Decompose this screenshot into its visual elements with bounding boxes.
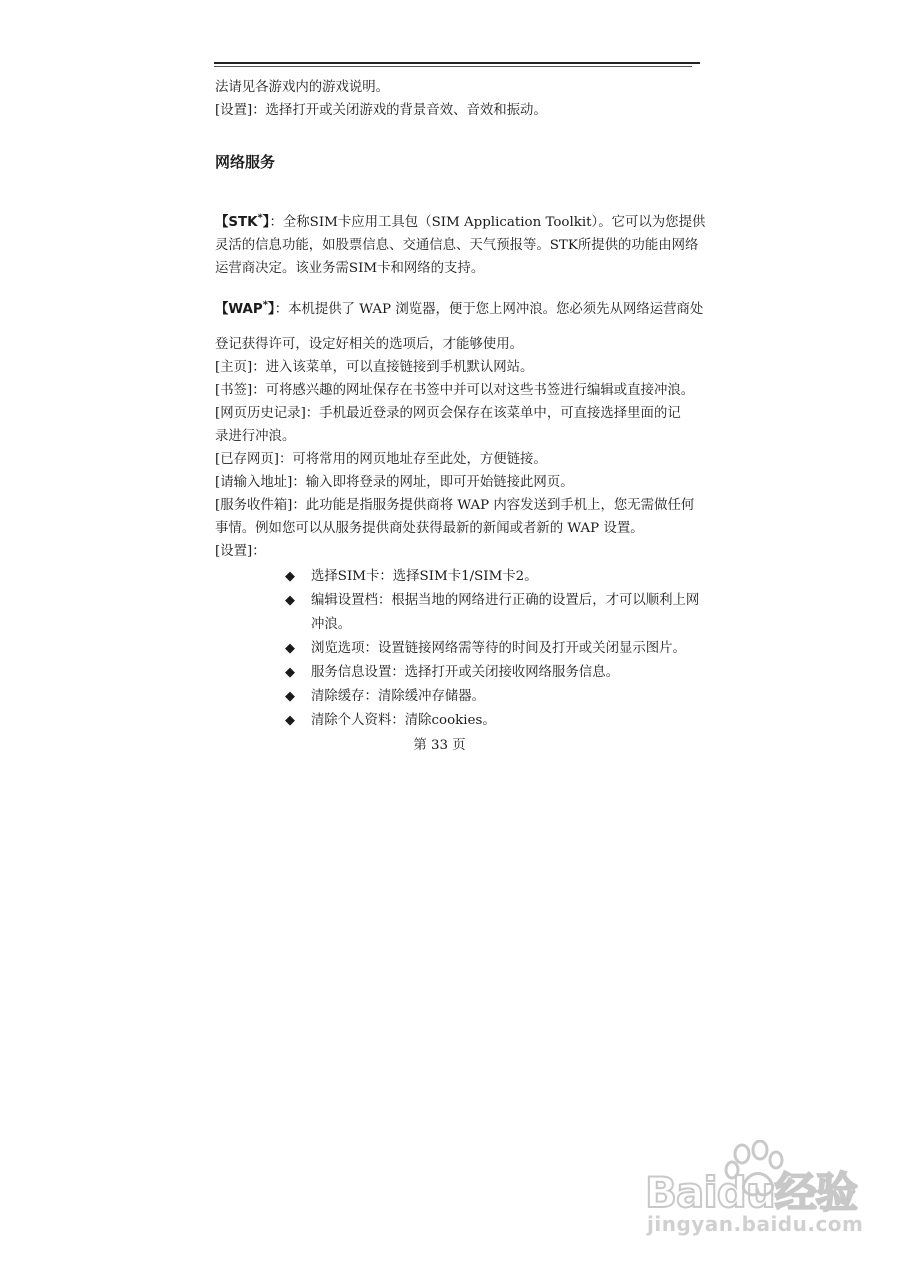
menu-item-text: 录进行冲浪。 (215, 429, 296, 444)
watermark-brand: Baidu经验 (645, 1168, 857, 1217)
menu-item-text: [已存网页]：可将常用的网页地址存至此处，方便链接。 (215, 452, 547, 467)
page-number: 第 33 页 (413, 738, 466, 753)
menu-item-text: [请输入地址]：输入即将登录的网址，即可开始链接此网页。 (215, 475, 574, 490)
header-rule-thin (214, 66, 692, 67)
bullet-item: ◆ 服务信息设置：选择打开或关闭接收网络服务信息。 (285, 661, 700, 685)
baidu-jingyan-watermark (645, 1140, 875, 1240)
menu-item-text: [书签]：可将感兴趣的网址保存在书签中并可以对这些书签进行编辑或直接冲浪。 (215, 383, 695, 398)
diamond-bullet-icon: ◆ (285, 569, 295, 584)
menu-item-text: [服务收件箱]：此功能是指服务提供商将 WAP 内容发送到手机上，您无需做任何 (215, 498, 695, 513)
diamond-bullet-icon: ◆ (285, 641, 295, 656)
bullet-item: ◆ 浏览选项：设置链接网络需等待的时间及打开或关闭显示图片。 (285, 637, 700, 661)
header-rule (214, 62, 700, 64)
section-title: 网络服务 (215, 153, 276, 171)
diamond-bullet-icon: ◆ (285, 689, 295, 704)
diamond-bullet-icon: ◆ (285, 713, 295, 728)
menu-item-text: [主页]：进入该菜单，可以直接链接到手机默认网站。 (215, 360, 534, 375)
text-line: 登记获得许可，设定好相关的选项后，才能够使用。 (215, 337, 523, 352)
bullet-item: ◆ 编辑设置档：根据当地的网络进行正确的设置后，才可以顺利上网冲浪。 (285, 589, 700, 637)
document-page (215, 76, 706, 757)
menu-item-text: [网页历史记录]：手机最近登录的网页会保存在该菜单中，可直接选择里面的记 (215, 406, 681, 421)
stk-tag: 【STK*】 (215, 212, 270, 230)
bullet-item: ◆ 清除缓存：清除缓冲存储器。 (285, 685, 700, 709)
stk-paragraph-line: 【STK*】：全称SIM卡应用工具包（SIM Application Toolkit）。它可以为您提供 (215, 212, 706, 230)
settings-bullet-list (215, 565, 700, 733)
bullet-item: ◆ 选择SIM卡：选择SIM卡1/SIM卡2。 (285, 565, 700, 589)
text-line: [设置]：选择打开或关闭游戏的背景音效、音效和振动。 (215, 103, 547, 118)
watermark-url: jingyan.baidu.com (647, 1212, 864, 1236)
menu-item-text: 事情。例如您可以从服务提供商处获得最新的新闻或者新的 WAP 设置。 (215, 521, 644, 536)
text-line: 运营商决定。该业务需SIM卡和网络的支持。 (215, 261, 485, 276)
text-line: 法请见各游戏内的游戏说明。 (215, 80, 390, 95)
bullet-item: ◆ 清除个人资料：清除cookies。 (285, 709, 700, 733)
text-line: 灵活的信息功能，如股票信息、交通信息、天气预报等。STK所提供的功能由网络 (215, 238, 699, 253)
diamond-bullet-icon: ◆ (285, 593, 295, 608)
wap-paragraph-line: 【WAP*】：本机提供了 WAP 浏览器，便于您上网冲浪。您必须先从网络运营商处 (215, 299, 704, 317)
menu-item-text: [设置]： (215, 544, 266, 559)
wap-tag: 【WAP*】 (215, 299, 275, 317)
diamond-bullet-icon: ◆ (285, 665, 295, 680)
